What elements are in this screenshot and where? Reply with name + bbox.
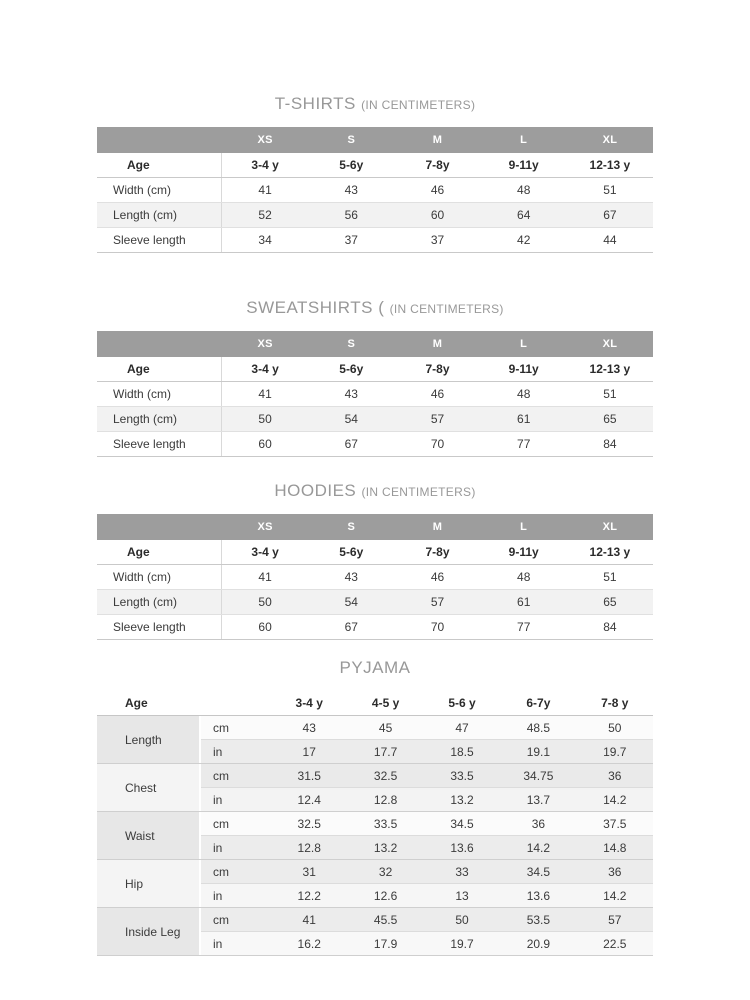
size-value: 48 [517,183,531,197]
size-value: 7-8y [425,362,450,376]
age-column-header: 4-5 y [371,696,400,710]
group-rows [201,716,653,763]
group-label: Chest [97,764,201,811]
sweatshirts-title-text: SWEATSHIRTS ( [246,298,385,317]
size-value: 50 [258,595,272,609]
hoodies-title-text: HOODIES [274,481,357,500]
table-row [201,716,653,739]
measurement-value: 37.5 [603,816,627,831]
measurement-value: 34.5 [450,816,474,831]
measurement-value: 14.2 [526,840,551,855]
measurement-value: 17.7 [373,744,398,759]
measurement-group [97,764,653,812]
measurement-value: 41 [302,912,316,927]
measurement-value: 14.8 [603,840,627,855]
table-row [97,406,653,431]
size-column-header: S [347,338,356,350]
size-value: 60 [258,620,272,634]
measurement-value: 13 [455,888,469,903]
size-column-header: S [347,134,356,146]
size-value: 43 [344,570,358,584]
size-value: 5-6y [339,158,364,172]
size-value: 50 [258,412,272,426]
measurement-value: 50 [608,720,622,735]
size-value: 84 [603,437,617,451]
size-value: 52 [258,208,272,222]
size-column-header: L [520,521,528,533]
measurement-value: 17 [302,744,316,759]
hoodies-header-row [97,514,653,540]
table-row [201,739,653,763]
size-column-header: M [432,134,443,146]
group-label: Inside Leg [97,908,201,955]
hoodies-section [97,481,653,640]
measurement-value: 13.2 [450,792,474,807]
pyjama-table [97,691,653,956]
age-column-header: 3-4 y [295,696,323,710]
measurement-value: 12.6 [373,888,398,903]
size-value: 51 [603,387,617,401]
measurement-value: 32.5 [297,816,321,831]
group-rows [201,764,653,811]
size-column-header: M [432,338,443,350]
size-column-header: XL [602,134,618,146]
measurement-value: 48.5 [526,720,551,735]
size-value: 41 [258,387,272,401]
measurement-value: 34.5 [526,864,551,879]
size-value: 46 [430,570,445,584]
measurement-value: 19.7 [450,936,474,951]
unit-label: in [213,936,223,951]
measurement-value: 18.5 [450,744,474,759]
size-value: 9-11y [508,545,539,559]
row-label: Sleeve length [97,228,222,252]
table-row [201,764,653,787]
size-value: 3-4 y [251,362,279,376]
size-value: 12-13 y [589,158,631,172]
measurement-value: 19.1 [526,744,551,759]
unit-label: in [213,744,223,759]
age-row-label: Age [125,696,148,710]
size-value: 77 [517,620,531,634]
tshirts-title-text: T-SHIRTS [274,94,356,113]
unit-label: in [213,840,223,855]
table-row [201,908,653,931]
size-value: 70 [430,437,445,451]
row-label: Width (cm) [97,382,222,406]
hoodies-title [97,481,653,501]
row-label: Length (cm) [97,203,222,227]
size-column-header: XS [257,521,273,533]
tshirts-header-row [97,127,653,153]
group-label: Hip [97,860,201,907]
measurement-value: 33 [455,864,469,879]
table-row [97,540,653,565]
table-row [97,382,653,406]
unit-label: cm [213,768,229,783]
measurement-value: 36 [608,768,622,783]
hoodies-subtitle: (IN CENTIMETERS) [361,485,476,499]
size-value: 57 [430,412,445,426]
size-value: 51 [603,183,617,197]
group-rows [201,860,653,907]
measurement-value: 20.9 [526,936,551,951]
table-row [97,178,653,202]
row-label: Length (cm) [97,590,222,614]
size-value: 67 [344,437,358,451]
age-column-header: 5-6 y [448,696,476,710]
table-row [97,589,653,614]
size-value: 5-6y [339,545,364,559]
row-label: Length (cm) [97,407,222,431]
size-column-header: XS [257,338,273,350]
unit-label: cm [213,720,229,735]
size-value: 61 [517,412,531,426]
size-value: 7-8y [425,545,450,559]
size-value: 43 [344,387,358,401]
size-value: 12-13 y [589,362,631,376]
size-value: 48 [517,570,531,584]
measurement-value: 16.2 [297,936,321,951]
sweatshirts-header-row [97,331,653,357]
measurement-value: 14.2 [603,792,627,807]
hoodies-table [97,514,653,640]
row-label: Sleeve length [97,615,222,639]
group-label: Waist [97,812,201,859]
table-row [97,202,653,227]
table-row [97,565,653,589]
measurement-group [97,860,653,908]
unit-label: cm [213,864,229,879]
size-value: 84 [603,620,617,634]
tshirts-table [97,127,653,253]
measurement-value: 45.5 [373,912,398,927]
size-value: 64 [517,208,531,222]
row-label: Width (cm) [97,565,222,589]
size-value: 46 [430,387,445,401]
tshirts-section [97,94,653,253]
unit-label: in [213,888,223,903]
measurement-value: 12.8 [373,792,398,807]
measurement-value: 45 [378,720,393,735]
group-rows [201,812,653,859]
measurement-value: 47 [455,720,469,735]
size-value: 51 [603,570,617,584]
size-value: 9-11y [508,158,539,172]
measurement-group [97,716,653,764]
table-row [97,227,653,252]
measurement-value: 12.8 [297,840,321,855]
table-row [97,153,653,178]
size-value: 41 [258,570,272,584]
size-value: 37 [430,233,445,247]
sweatshirts-table [97,331,653,457]
size-value: 48 [517,387,531,401]
sweatshirts-subtitle: (IN CENTIMETERS) [389,302,504,316]
size-column-header: L [520,338,528,350]
age-column-header: 6-7y [526,696,551,710]
size-value: 37 [344,233,358,247]
size-value: 67 [344,620,358,634]
measurement-value: 13.6 [526,888,551,903]
size-column-header: L [520,134,528,146]
size-column-header: M [432,521,443,533]
measurement-value: 53.5 [526,912,551,927]
measurement-group [97,908,653,956]
measurement-value: 13.6 [450,840,474,855]
measurement-value: 32.5 [373,768,398,783]
size-column-header: XS [257,134,273,146]
size-value: 70 [430,620,445,634]
table-row [97,614,653,639]
size-value: 65 [603,412,617,426]
size-value: 46 [430,183,445,197]
row-label: Sleeve length [97,432,222,456]
size-value: 67 [603,208,617,222]
measurement-value: 36 [608,864,622,879]
tshirts-subtitle: (IN CENTIMETERS) [361,98,476,112]
measurement-value: 31 [302,864,316,879]
size-value: 57 [430,595,445,609]
measurement-value: 13.2 [373,840,398,855]
group-label: Length [97,716,201,763]
size-value: 3-4 y [251,158,279,172]
table-row [201,860,653,883]
size-value: 42 [517,233,531,247]
measurement-value: 13.7 [526,792,551,807]
sweatshirts-title [97,298,653,318]
size-value: 56 [344,208,358,222]
tshirts-title [97,94,653,114]
measurement-value: 32 [378,864,393,879]
measurement-value: 34.75 [523,768,554,783]
measurement-value: 14.2 [603,888,627,903]
measurement-value: 12.2 [297,888,321,903]
measurement-value: 22.5 [603,936,627,951]
measurement-value: 19.7 [603,744,627,759]
age-column-header: 7-8 y [601,696,629,710]
unit-label: in [213,792,223,807]
table-row [201,883,653,907]
size-value: 3-4 y [251,545,279,559]
table-row [97,431,653,456]
size-value: 41 [258,183,272,197]
size-value: 54 [344,595,358,609]
size-value: 7-8y [425,158,450,172]
unit-label: cm [213,816,229,831]
unit-label: cm [213,912,229,927]
sweatshirts-section [97,298,653,457]
measurement-value: 12.4 [297,792,321,807]
measurement-value: 36 [531,816,546,831]
size-value: 61 [517,595,531,609]
size-column-header: XL [602,521,618,533]
measurement-group [97,812,653,860]
size-value: 43 [344,183,358,197]
row-label: Age [97,357,222,381]
measurement-value: 33.5 [450,768,474,783]
size-value: 5-6y [339,362,364,376]
size-value: 65 [603,595,617,609]
size-value: 77 [517,437,531,451]
table-row [201,812,653,835]
table-row [97,357,653,382]
pyjama-title: PYJAMA [339,658,411,677]
row-label: Age [97,540,222,564]
size-value: 9-11y [508,362,539,376]
table-row [201,931,653,955]
size-value: 34 [258,233,272,247]
measurement-value: 50 [455,912,469,927]
row-label: Age [97,153,222,177]
pyjama-section [97,658,653,956]
size-value: 54 [344,412,358,426]
group-rows [201,908,653,955]
size-value: 60 [258,437,272,451]
table-row [201,787,653,811]
size-value: 60 [430,208,445,222]
pyjama-header-row [97,691,653,716]
row-label: Width (cm) [97,178,222,202]
table-row [201,835,653,859]
measurement-value: 57 [608,912,622,927]
size-column-header: XL [602,338,618,350]
measurement-value: 33.5 [373,816,398,831]
measurement-value: 31.5 [297,768,321,783]
size-value: 12-13 y [589,545,631,559]
measurement-value: 17.9 [373,936,398,951]
measurement-value: 43 [302,720,316,735]
size-column-header: S [347,521,356,533]
size-value: 44 [603,233,617,247]
